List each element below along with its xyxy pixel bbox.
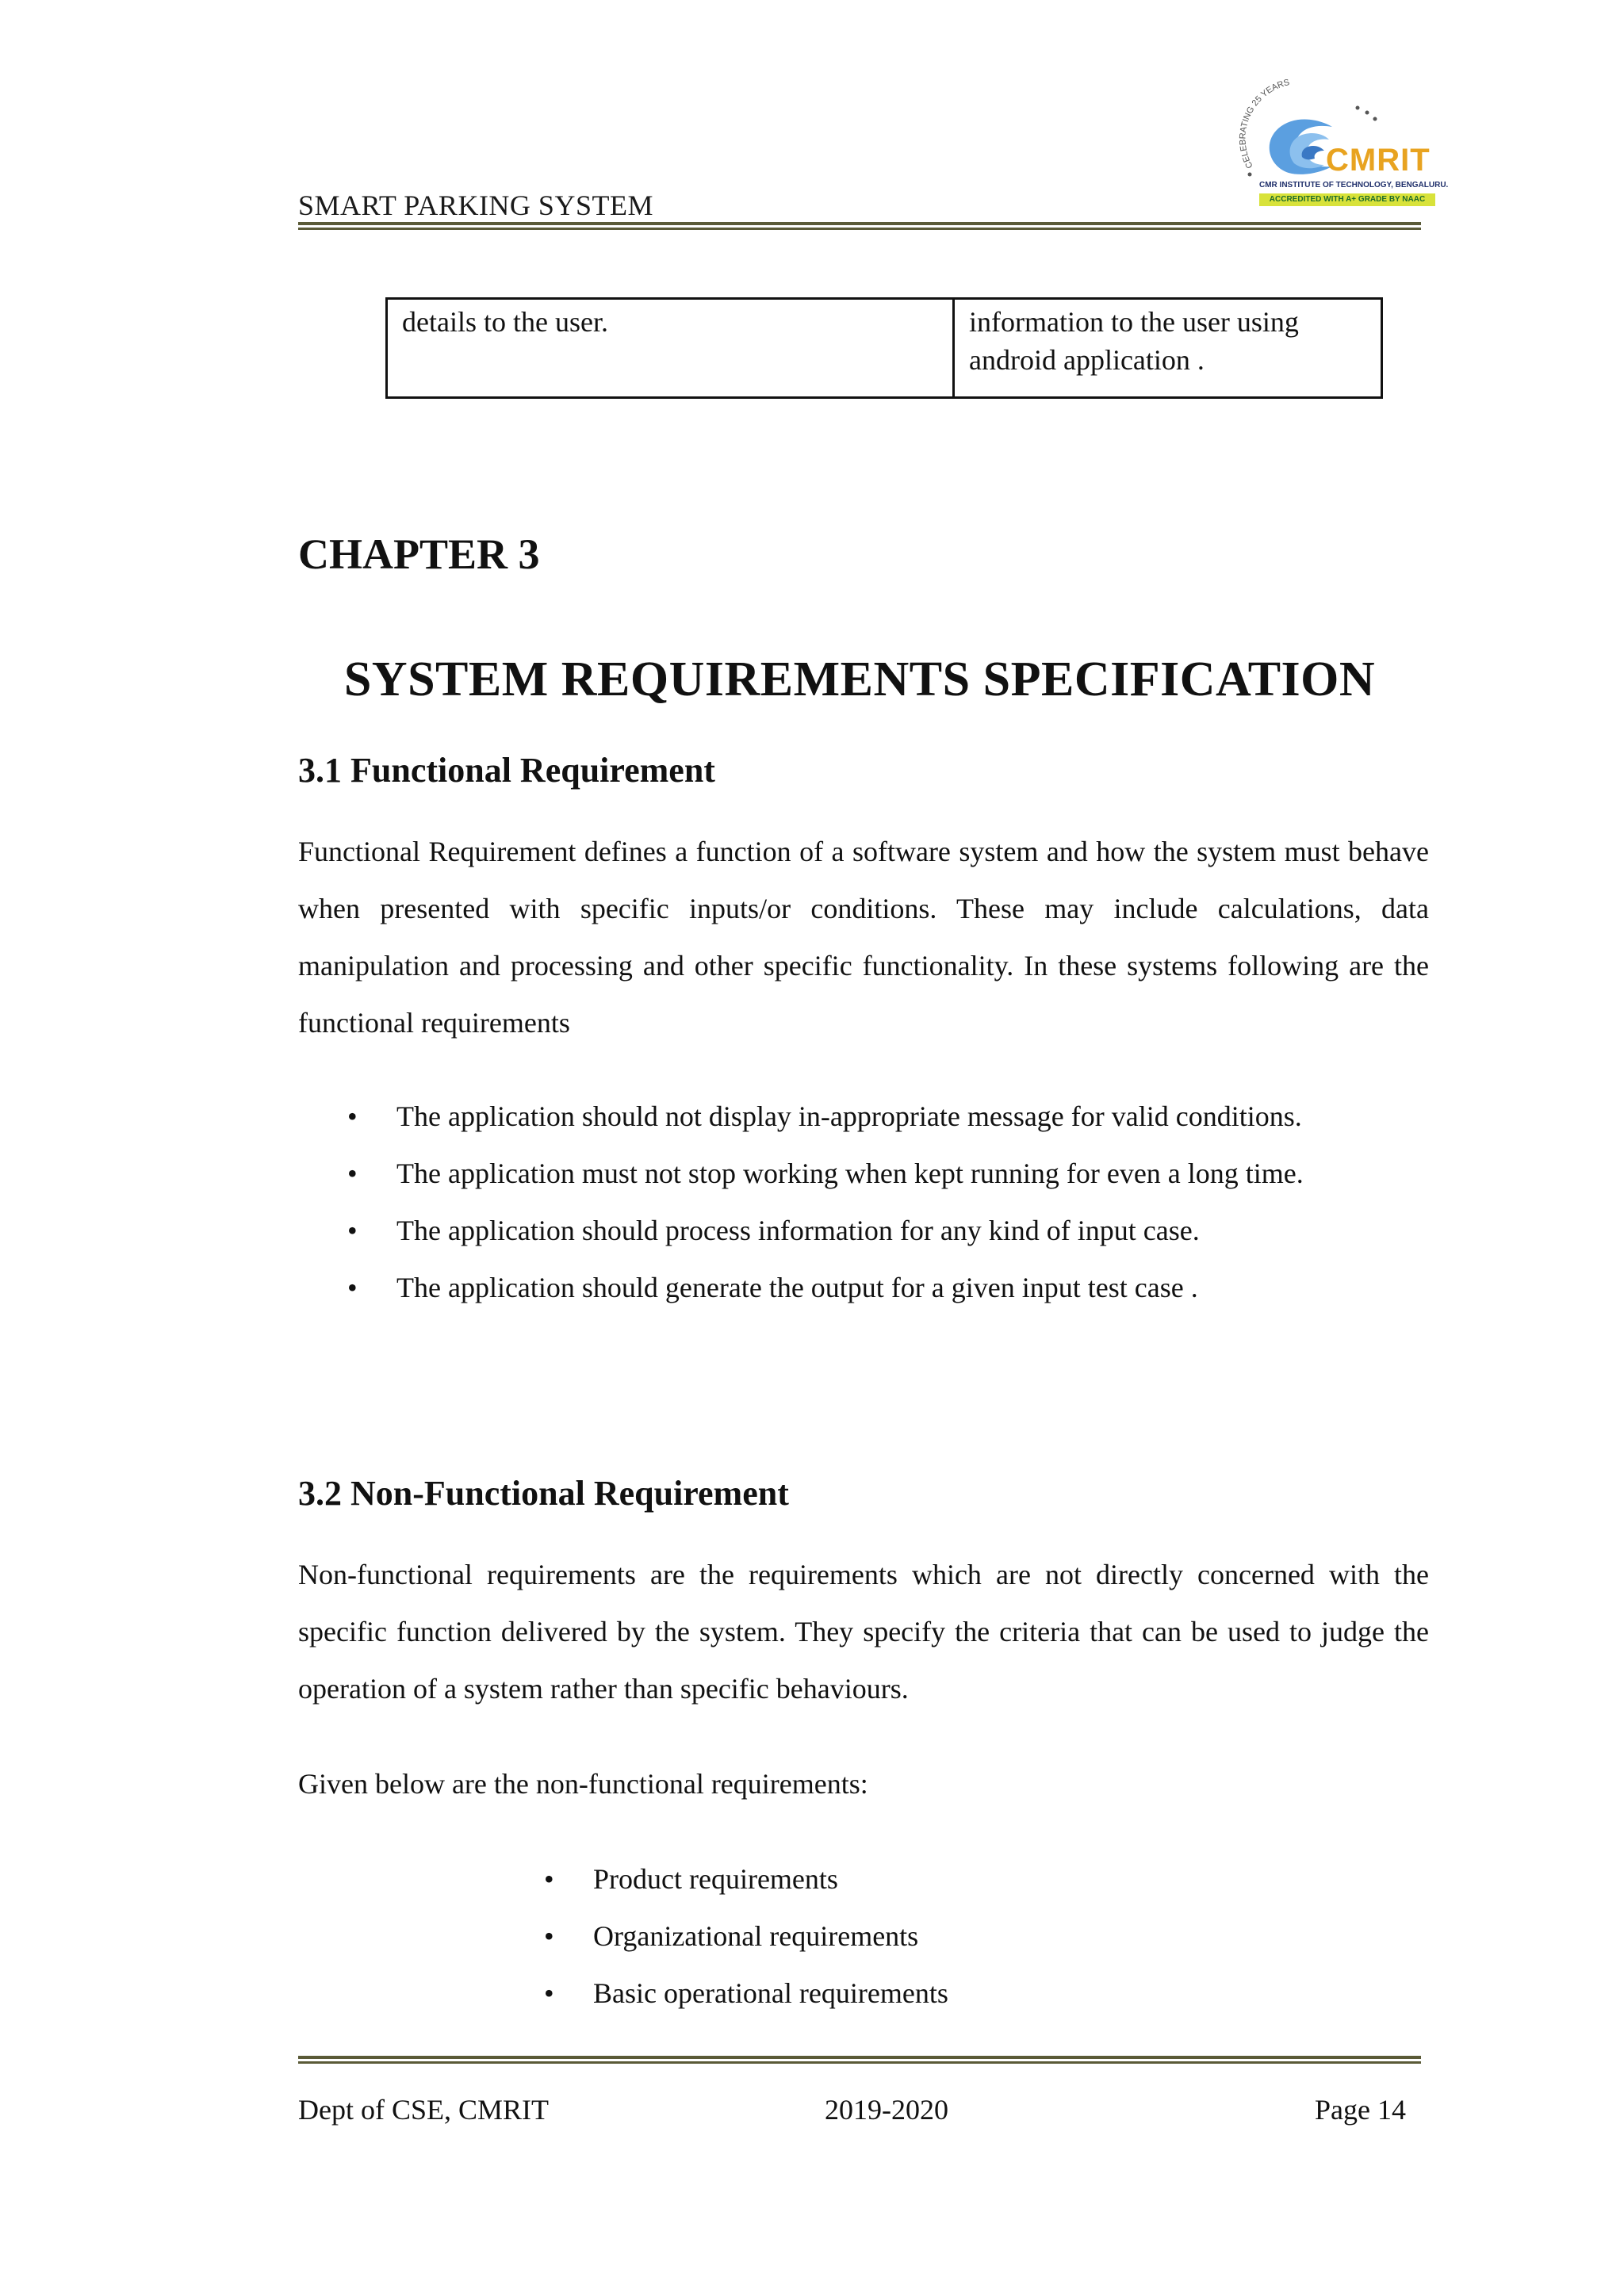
bullet-icon: •	[347, 1100, 358, 1132]
continued-table	[385, 297, 1383, 399]
nonfunctional-bullet-list	[544, 1850, 1307, 2022]
list-item	[347, 1202, 1380, 1259]
bullet-icon: •	[347, 1158, 358, 1189]
bullet-icon: •	[544, 1920, 554, 1952]
table-cell-right: information to the user using android application .	[954, 299, 1382, 398]
list-item-text: The application should not display in-appropriate message for valid conditions.	[396, 1100, 1302, 1132]
footer-department: Dept of CSE, CMRIT	[298, 2094, 550, 2126]
nonfunctional-paragraph: Non-functional requirements are the requirements which are not directly concerned with the specific function delivered by the system. They specify the criteria that can be used to judge the operation of a system rather than specific behaviours.	[298, 1559, 1429, 1705]
list-item	[347, 1145, 1380, 1202]
header-rule	[298, 222, 1421, 230]
section-heading-nonfunctional: 3.2 Non-Functional Requirement	[298, 1474, 789, 1513]
bullet-icon: •	[544, 1863, 554, 1895]
list-item-text: The application should process information for any kind of input case.	[396, 1215, 1200, 1246]
logo-institute: CMR INSTITUTE OF TECHNOLOGY, BENGALURU.	[1259, 181, 1449, 189]
bullet-icon: •	[347, 1215, 358, 1246]
chapter-title: SYSTEM REQUIREMENTS SPECIFICATION	[343, 652, 1376, 706]
list-item-text: The application should generate the output for a given input test case .	[396, 1272, 1198, 1303]
section-heading-functional: 3.1 Functional Requirement	[298, 751, 715, 790]
logo-accreditation-badge: ACCREDITED WITH A+ GRADE BY NAAC	[1259, 193, 1435, 206]
list-item-text: Basic operational requirements	[593, 1977, 948, 2009]
bullet-icon: •	[544, 1977, 554, 2009]
footer-rule	[298, 2056, 1421, 2064]
bullet-icon: •	[347, 1272, 358, 1303]
footer-year: 2019-2020	[825, 2094, 948, 2126]
list-item	[544, 1850, 1307, 1908]
list-item-text: Product requirements	[593, 1863, 838, 1895]
list-item-text: Organizational requirements	[593, 1920, 919, 1952]
nonfunctional-intro: Given below are the non-functional requirements:	[298, 1768, 868, 1800]
functional-paragraph: Functional Requirement defines a function of a software system and how the system must behave when presented with specific inputs/or conditions. These may include calculations, data manipulation and processing and other specific functionality. In these systems following are the functional requirements	[298, 836, 1429, 1039]
logo-name: CMRIT	[1326, 143, 1431, 178]
list-item	[347, 1259, 1380, 1316]
list-item	[544, 1908, 1307, 1965]
running-header-title: SMART PARKING SYSTEM	[298, 189, 653, 221]
chapter-label: CHAPTER 3	[298, 530, 540, 578]
list-item	[544, 1965, 1307, 2022]
table-cell-left: details to the user.	[387, 299, 954, 398]
list-item	[347, 1088, 1380, 1145]
table-row	[387, 299, 1382, 398]
list-item-text: The application must not stop working when kept running for even a long time.	[396, 1158, 1304, 1189]
logo-arc-text: CELEBRATING 25 YEARS	[1238, 79, 1291, 170]
cmrit-logo	[1213, 79, 1449, 214]
footer-page-number: Page 14	[1315, 2094, 1406, 2126]
functional-bullet-list	[347, 1088, 1380, 1316]
